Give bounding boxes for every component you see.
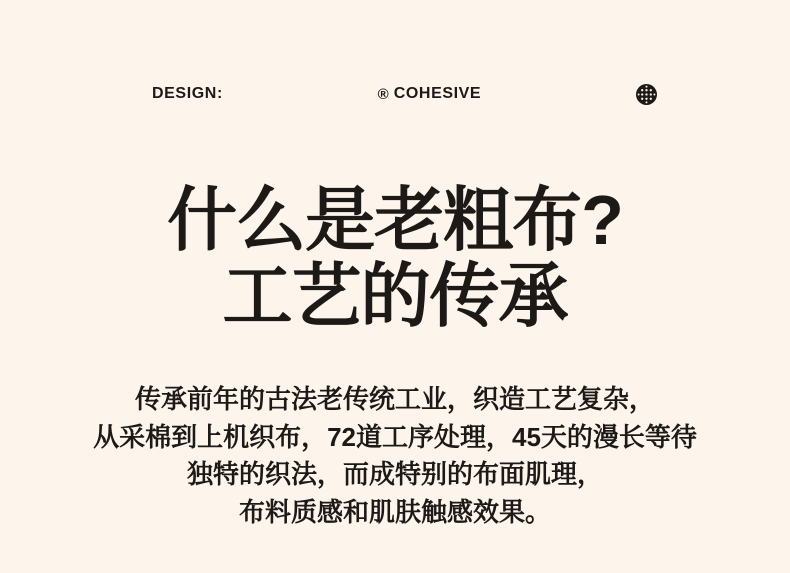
description-line: 布料质感和肌肤触感效果。 [238, 496, 551, 527]
description-line: 从采棉到上机织布，72道工序处理，45天的漫长等待 [93, 421, 697, 452]
design-label: DESIGN: [152, 85, 223, 102]
brand-label: COHESIVE [393, 85, 482, 102]
page-title-line2: 工艺的传承 [222, 257, 568, 335]
description-line: 传承前年的古法老传统工业，织造工艺复杂， [134, 384, 655, 414]
header [152, 82, 657, 106]
registered-mark-icon: ® [377, 85, 389, 103]
dotted-globe-icon[interactable] [636, 84, 657, 105]
description-paragraph [0, 381, 790, 531]
page-title [0, 182, 790, 334]
description-line: 独特的织法，而成特别的布面肌理， [186, 459, 603, 489]
brand [378, 86, 482, 102]
page-title-line1: 什么是老粗布? [167, 181, 623, 259]
